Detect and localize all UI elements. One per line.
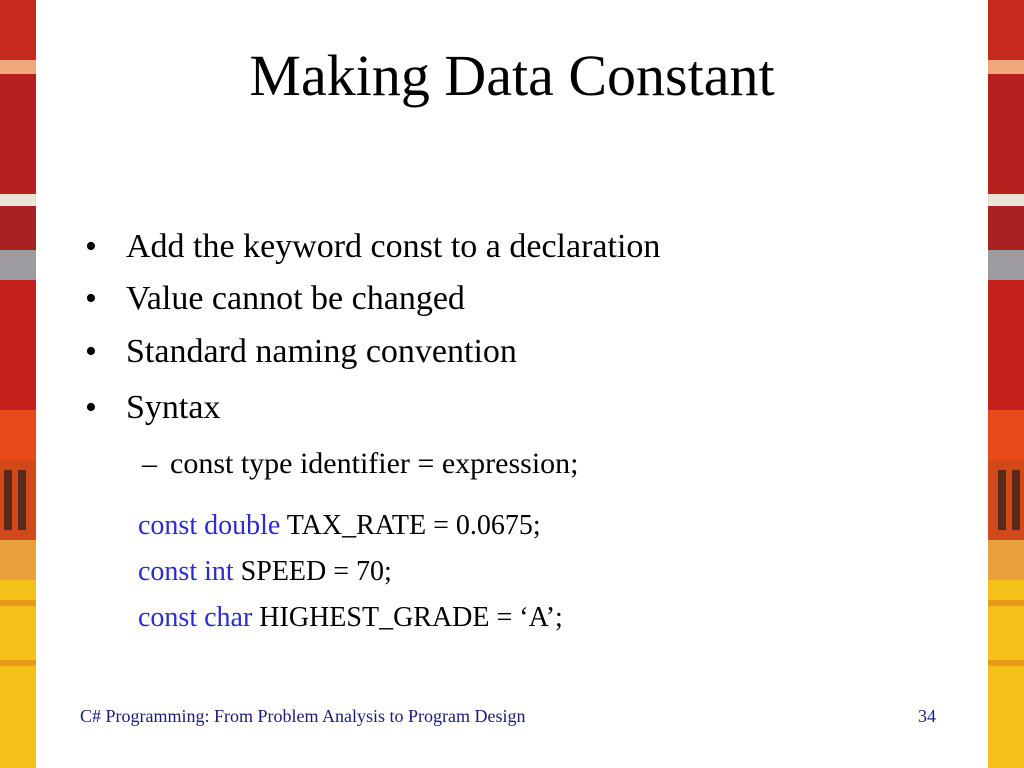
syntax-sub-bullet: – const type identifier = expression; <box>142 444 579 484</box>
slide-title: Making Data Constant <box>249 43 775 108</box>
bullet-item: • Value cannot be changed <box>85 279 465 319</box>
right-decorative-border <box>988 0 1024 768</box>
code-text: SPEED = 70; <box>233 556 392 587</box>
code-keyword: const int <box>138 556 234 587</box>
bullet-item: • Syntax <box>85 388 220 428</box>
code-example <box>138 508 541 544</box>
code-keyword: const char <box>138 602 253 633</box>
page-number: 34 <box>918 706 936 726</box>
footer-book-title: C# Programming: From Problem Analysis to Program Design <box>80 706 526 726</box>
bullet-item: • Add the keyword const to a declaration <box>85 227 660 267</box>
bullet-item: • Standard naming convention <box>85 332 517 372</box>
code-keyword: const double <box>138 510 281 541</box>
code-example <box>138 554 392 590</box>
code-example <box>138 600 563 636</box>
left-decorative-border <box>0 0 36 768</box>
code-text: HIGHEST_GRADE = ‘A’; <box>252 602 563 633</box>
code-text: TAX_RATE = 0.0675; <box>280 510 541 541</box>
